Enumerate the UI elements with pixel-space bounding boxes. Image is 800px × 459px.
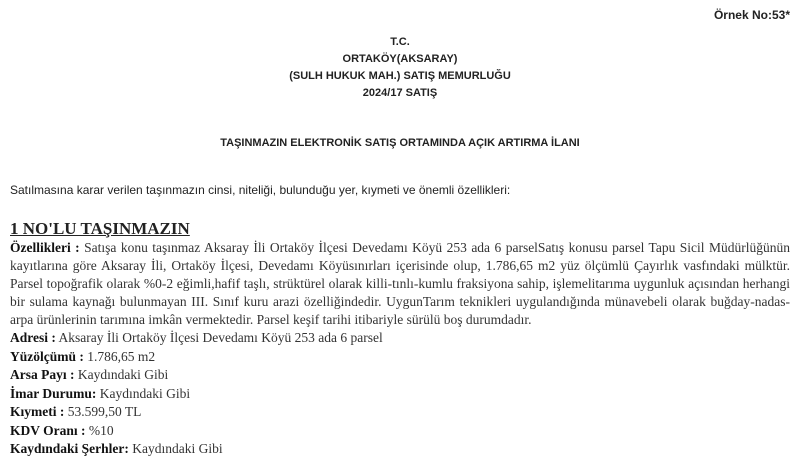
header-line-department: (SULH HUKUK MAH.) SATIŞ MEMURLUĞU: [289, 70, 511, 82]
price-label: Kıymeti :: [10, 404, 65, 419]
area-label: Yüzölçümü :: [10, 348, 84, 364]
address-value: Aksaray İli Ortaköy İlçesi Devedamı Köyü 253 ada 6 parsel: [55, 330, 383, 345]
annotations-line: [10, 440, 790, 459]
address-label: Adresi :: [10, 330, 56, 345]
vat-label: KDV Oranı :: [10, 422, 86, 438]
price-value: 53.599,50 TL: [64, 404, 142, 419]
share-line: [10, 366, 790, 385]
zoning-value: Kaydındaki Gibi: [96, 385, 191, 401]
share-value: Kaydındaki Gibi: [74, 367, 169, 382]
document-header: [0, 34, 800, 102]
area-value: 1.786,65 m2: [83, 348, 156, 364]
sample-number: Örnek No:53*: [713, 8, 790, 22]
vat-line: [10, 422, 790, 441]
notice-title: TAŞINMAZIN ELEKTRONİK SATIŞ ORTAMINDA AÇIK ARTIRMA İLANI: [220, 137, 580, 149]
share-label: Arsa Payı :: [10, 367, 75, 382]
features-paragraph: [10, 239, 790, 329]
address-line: [10, 329, 790, 348]
property-section: [10, 218, 790, 459]
property-title: 1 NO'LU TAŞINMAZIN: [10, 219, 190, 238]
header-line-case-no: 2024/17 SATIŞ: [362, 87, 438, 99]
intro-text: Satılmasına karar verilen taşınmazın cinsi, niteliği, bulunduğu yer, kıymeti ve önemli özellikleri:: [10, 183, 511, 197]
zoning-label: İmar Durumu:: [10, 385, 97, 401]
header-line-tc: T.C.: [390, 36, 410, 48]
header-line-office: ORTAKÖY(AKSARAY): [342, 53, 458, 65]
area-line: [10, 348, 790, 367]
features-value: Satışa konu taşınmaz Aksaray İli Ortaköy İlçesi Devedamı Köyü 253 ada 6 parselSatış konusu parsel Tapu Sicil Müdürlüğünün kayıtlarına göre Aksaray İli, Ortaköy İlçesi, Devedamı Köyüsınırları içerisinde olup, 1.786,65 m2 yüz ölçümlü Çayırlık vasfındaki mülktür. Parsel topoğrafik olarak %0-2 eğimli,hafif taşlı, strüktürel olarak killi-tınlı-kumlu fraksiyona sahip, işlemelitarıma uygunluk açısından herhangi bir sulama kaynağı bulunmayan III. Sınıf kuru arazi özelliğindedir. UygunTarım teknikleri uygulandığında münavebeli olarak buğday-nadas-arpa ürünlerinin tarımına imkân vermektedir. Parsel keşif tarihi itibariyle sürülü boş durumdadır.: [10, 240, 790, 327]
price-line: [10, 403, 790, 422]
zoning-line: [10, 385, 790, 404]
annotations-value: Kaydındaki Gibi: [128, 441, 223, 456]
annotations-label: Kaydındaki Şerhler:: [10, 441, 129, 456]
vat-value: %10: [85, 422, 114, 438]
features-label: Özellikleri :: [10, 240, 80, 255]
